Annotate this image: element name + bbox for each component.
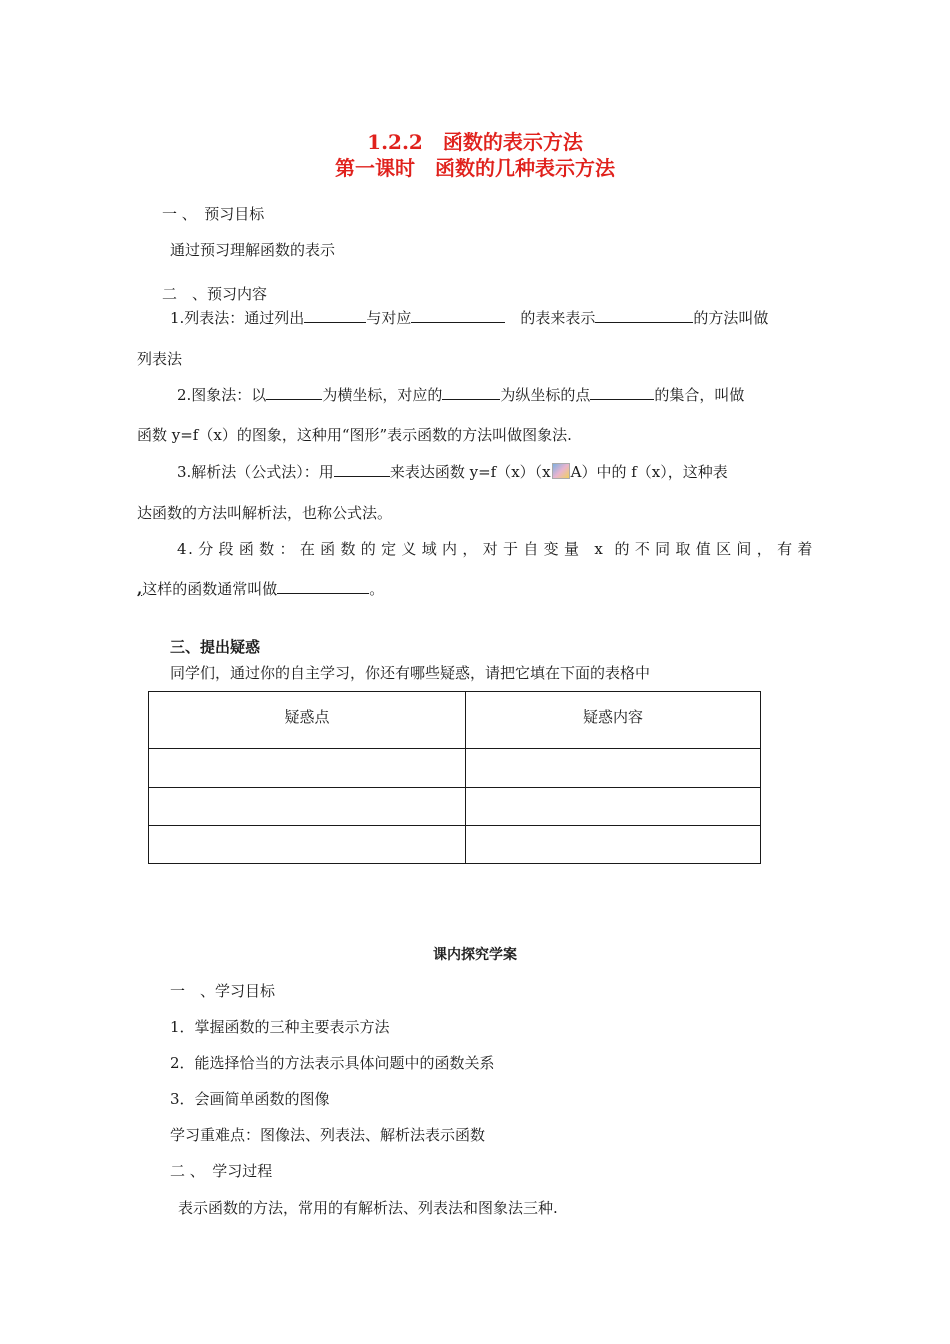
title-line-2: 第一课时 函数的几种表示方法	[335, 156, 615, 180]
table-row	[149, 788, 761, 826]
item-4-text-c: 这样的函数通常叫做	[142, 580, 278, 598]
item-4-comma: ,	[137, 580, 143, 598]
section-2-heading: 二 、预习内容	[162, 285, 268, 303]
item-2-text-a: 2.图象法：以	[177, 386, 267, 404]
item-2-text-b: 为横坐标，对应的	[322, 386, 443, 404]
item-3-line-1	[177, 461, 728, 482]
item-3-line-2: 达函数的方法叫解析法，也称公式法。	[137, 504, 393, 522]
table-row	[149, 749, 761, 788]
section-3-intro: 同学们，通过你的自主学习，你还有哪些疑惑，请把它填在下面的表格中	[170, 664, 651, 682]
table-cell[interactable]	[149, 826, 466, 864]
item-1-text-d: 的方法叫做	[693, 309, 769, 327]
blank-7[interactable]	[334, 462, 390, 477]
table-cell[interactable]	[149, 788, 466, 826]
table-header-row	[149, 692, 761, 749]
item-1-text-a: 1.列表法：通过列出	[170, 309, 305, 327]
section-3-heading: 三、提出疑惑	[170, 638, 261, 656]
item-3-text-a: 3.解析法（公式法）：用	[177, 463, 334, 481]
table-header-point: 疑惑点	[149, 692, 466, 749]
item-1-text-b: 与对应	[366, 309, 412, 327]
table-cell[interactable]	[466, 826, 761, 864]
key-points: 学习重难点：图像法、列表法、解析法表示函数	[170, 1126, 486, 1144]
goal-3: 3．会画简单函数的图像	[170, 1090, 330, 1108]
section-1-text: 通过预习理解函数的表示	[170, 241, 336, 259]
section-4-heading: 一 、学习目标	[170, 982, 276, 1000]
table-cell[interactable]	[149, 749, 466, 788]
table-header-content: 疑惑内容	[466, 692, 761, 749]
blank-8[interactable]	[277, 579, 369, 594]
item-3-text-b: 来表达函数 y=f（x）（x	[389, 463, 551, 481]
section-4-title: 课内探究学案	[433, 947, 517, 963]
element-of-symbol-icon	[552, 463, 570, 479]
blank-6[interactable]	[590, 385, 654, 400]
item-2-text-d: 的集合，叫做	[654, 386, 745, 404]
item-1-line-2: 列表法	[137, 350, 183, 368]
item-2-line-1	[177, 384, 744, 405]
table-cell[interactable]	[466, 749, 761, 788]
section-4-body: 表示函数的方法，常用的有解析法、列表法和图象法三种.	[178, 1199, 558, 1217]
item-4-line-2	[137, 578, 384, 599]
questions-table	[148, 691, 761, 864]
item-4-line-1: 4.分段函数：在函数的定义域内，对于自变量 x 的不同取值区间，有着	[177, 540, 814, 558]
blank-2[interactable]	[411, 308, 505, 323]
section-1-heading: 一 、 预习目标	[162, 205, 265, 223]
goal-1: 1．掌握函数的三种主要表示方法	[170, 1018, 390, 1036]
blank-3[interactable]	[595, 308, 693, 323]
blank-1[interactable]	[304, 308, 366, 323]
item-1-line-1	[170, 307, 768, 328]
title-line-1: 1.2.2 函数的表示方法	[367, 130, 583, 154]
blank-5[interactable]	[442, 385, 500, 400]
item-2-text-c: 为纵坐标的点	[500, 386, 591, 404]
item-3-text-c: A）中的 f（x），这种表	[570, 463, 728, 481]
blank-4[interactable]	[266, 385, 322, 400]
table-row	[149, 826, 761, 864]
goal-2: 2．能选择恰当的方法表示具体问题中的函数关系	[170, 1054, 495, 1072]
table-cell[interactable]	[466, 788, 761, 826]
item-4-text-d: 。	[369, 580, 385, 598]
item-2-line-2: 函数 y=f（x）的图象，这种用“图形”表示函数的方法叫做图象法.	[137, 426, 572, 444]
item-1-text-c: 的表来表示	[520, 309, 596, 327]
section-4-heading-2: 二 、 学习过程	[170, 1162, 273, 1180]
